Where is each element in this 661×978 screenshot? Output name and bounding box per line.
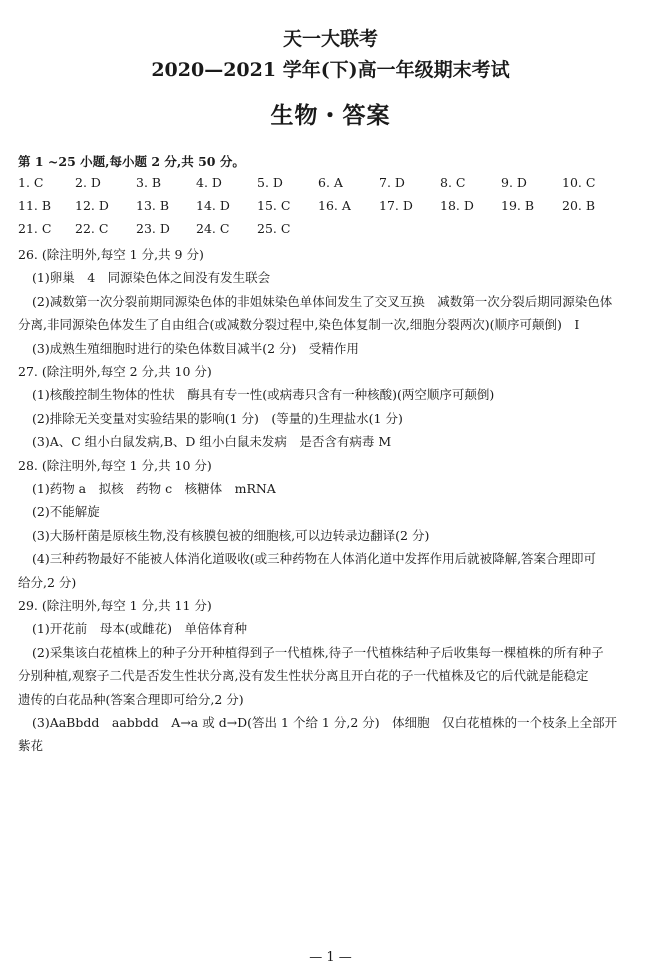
q27-line: (1)核酸控制生物体的性状 酶具有专一性(或病毒只含有一种核酸)(两空顺序可颠倒) <box>32 387 495 402</box>
q28-line: (4)三种药物最好不能被人体消化道吸收(或三种药物在人体消化道中发挥作用后就被降解,答案合理即可 <box>32 551 597 566</box>
q26-heading: 26. (除注明外,每空 1 分,共 9 分) <box>18 247 204 262</box>
q29-line: (1)开花前 母本(或雌花) 单倍体育种 <box>32 621 247 636</box>
q26-line: (1)卵巢 4 同源染色体之间没有发生联会 <box>32 270 271 285</box>
q29-line: (3)AaBbdd aabbdd A→a 或 d→D(答出 1 个给 1 分,2 分) 体细胞 仅白花植株的一个枝条上全部开 <box>32 715 618 730</box>
q28-line: (3)大肠杆菌是原核生物,没有核膜包被的细胞核,可以边转录边翻译(2 分) <box>32 528 430 543</box>
answer-item: 23. D <box>136 221 170 236</box>
answer-item: 3. B <box>136 175 162 190</box>
answer-item: 25. C <box>257 221 291 236</box>
answer-item: 14. D <box>196 198 230 213</box>
answer-item: 15. C <box>257 198 291 213</box>
answer-item: 16. A <box>318 198 351 213</box>
answer-item: 8. C <box>440 175 466 190</box>
answer-item: 12. D <box>75 198 109 213</box>
q27-line: (2)排除无关变量对实验结果的影响(1 分) (等量的)生理盐水(1 分) <box>32 411 403 426</box>
q29-line: 遗传的白花品种(答案合理即可给分,2 分) <box>18 692 244 707</box>
section1-intro: 第 1 ~25 小题,每小题 2 分,共 50 分。 <box>18 154 245 169</box>
q29-line: (2)采集该白花植株上的种子分开种植得到子一代植株,待子一代植株结种子后收集每一棵植株的所有种子 <box>32 645 604 660</box>
answer-item: 5. D <box>257 175 283 190</box>
answer-item: 7. D <box>379 175 405 190</box>
q29-line: 分别种植,观察子二代是否发生性状分离,没有发生性状分离且开白花的子一代植株及它的后代就是能稳定 <box>18 668 589 683</box>
q26-line: (3)成熟生殖细胞时进行的染色体数目减半(2 分) 受精作用 <box>32 341 359 356</box>
answer-item: 20. B <box>562 198 596 213</box>
answer-item: 1. C <box>18 175 44 190</box>
q29-heading: 29. (除注明外,每空 1 分,共 11 分) <box>18 598 212 613</box>
answer-item: 11. B <box>18 198 52 213</box>
q26-line: (2)减数第一次分裂前期同源染色体的非姐妹染色单体间发生了交叉互换 减数第一次分裂后期同源染色体 <box>32 294 613 309</box>
answer-item: 9. D <box>501 175 527 190</box>
answer-item: 6. A <box>318 175 343 190</box>
answer-item: 13. B <box>136 198 170 213</box>
q27-line: (3)A、C 组小白鼠发病,B、D 组小白鼠未发病 是否含有病毒 M <box>32 434 392 449</box>
page-number: — 1 — <box>309 950 352 965</box>
q26-line: 分离,非同源染色体发生了自由组合(或减数分裂过程中,染色体复制一次,细胞分裂两次)(顺序可颠倒) I <box>18 317 580 332</box>
exam-title: 2020—2021 学年(下)高一年级期末考试 <box>151 59 510 81</box>
answer-item: 24. C <box>196 221 230 236</box>
subject-title: 生物・答案 <box>270 102 391 129</box>
q29-line: 紫花 <box>18 738 44 753</box>
answer-item: 2. D <box>75 175 101 190</box>
answer-item: 18. D <box>440 198 474 213</box>
org-title: 天一大联考 <box>282 28 378 50</box>
answer-item: 10. C <box>562 175 596 190</box>
q28-line: (2)不能解旋 <box>32 504 100 519</box>
answer-item: 17. D <box>379 198 413 213</box>
answer-item: 4. D <box>196 175 222 190</box>
answer-item: 19. B <box>501 198 535 213</box>
q28-line: 给分,2 分) <box>18 575 77 590</box>
q28-heading: 28. (除注明外,每空 1 分,共 10 分) <box>18 458 212 473</box>
answer-item: 22. C <box>75 221 109 236</box>
q28-line: (1)药物 a 拟核 药物 c 核糖体 mRNA <box>32 481 276 496</box>
answer-item: 21. C <box>18 221 52 236</box>
q27-heading: 27. (除注明外,每空 2 分,共 10 分) <box>18 364 212 379</box>
